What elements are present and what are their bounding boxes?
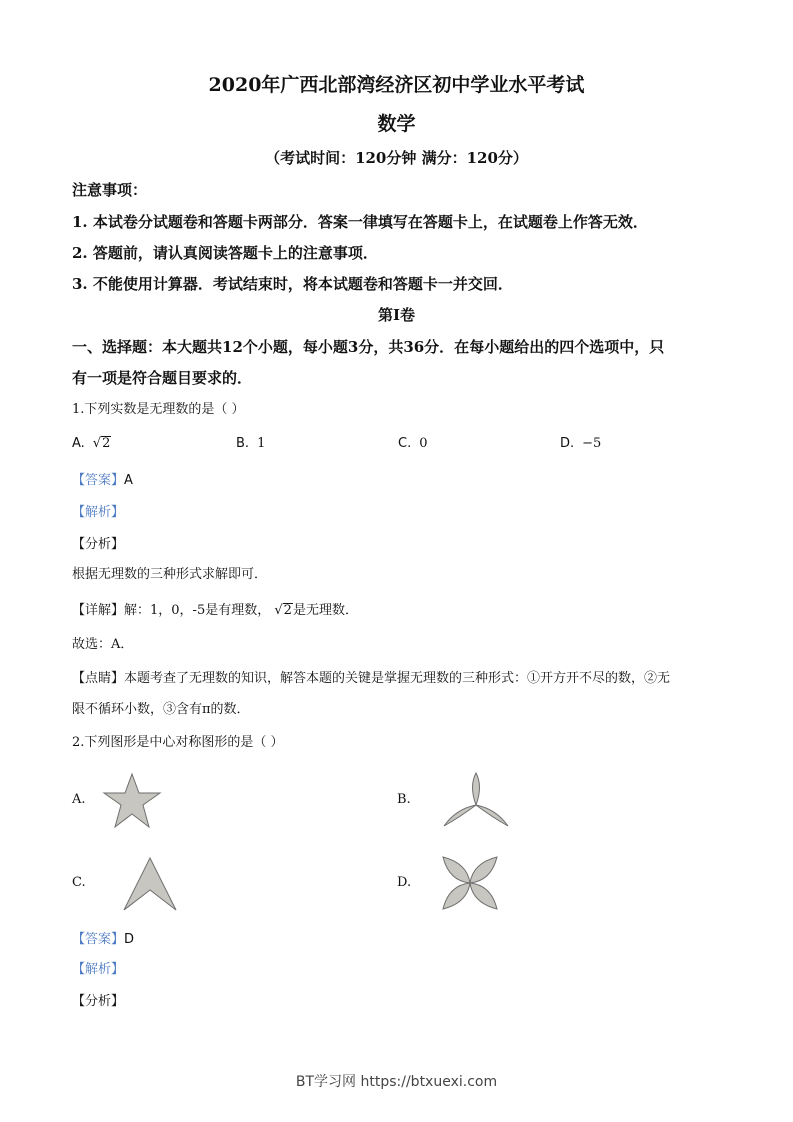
section-instructions-cont: 有一项是符合题目要求的．: [72, 369, 253, 387]
option-value: 2: [102, 436, 111, 451]
sqrt-value: 2: [283, 603, 292, 618]
q1-comment: [72, 669, 670, 689]
option-label: D.: [560, 436, 575, 451]
star-icon: [102, 772, 162, 830]
q2-answer: [72, 930, 134, 950]
option-value: 1: [257, 436, 266, 451]
answer-value: D: [124, 932, 135, 947]
q1-answer: [72, 471, 133, 491]
trefoil-icon: [442, 771, 510, 831]
q2-option-a-label: A.: [72, 792, 86, 807]
option-value: −5: [582, 436, 602, 451]
subject-title: 数学: [377, 113, 416, 135]
q1-analysis-tag: 【解析】: [72, 505, 125, 520]
q1-option-c: [398, 436, 428, 451]
question-1-stem: 1.下列实数是无理数的是（ ）: [72, 402, 245, 417]
notice-item: 3. 不能使用计算器．考试结束时，将本试题卷和答题卡一并交回．: [72, 275, 513, 293]
q2-fenxi-tag: 【分析】: [72, 994, 125, 1009]
comment-text: 本题考查了无理数的知识，解答本题的关键是掌握无理数的三种形式：①开方开不尽的数，②无: [124, 671, 671, 686]
answer-tag: 【答案】: [72, 932, 125, 947]
exam-info: （考试时间：120分钟 满分：120分）: [265, 149, 528, 167]
q1-choose: 故选：A．: [72, 637, 134, 652]
answer-tag: 【答案】: [72, 473, 125, 488]
question-2-stem: 2.下列图形是中心对称图形的是（ ）: [72, 735, 284, 750]
notice-item: 2. 答题前，请认真阅读答题卡上的注意事项．: [72, 244, 378, 262]
q1-option-a: A. √2: [72, 436, 111, 451]
q1-comment-cont: 限不循环小数，③含有π的数．: [72, 702, 250, 717]
q2-analysis-tag: 【解析】: [72, 962, 125, 977]
notice-item: 1. 本试卷分试题卷和答题卡两部分．答案一律填写在答题卡上，在试题卷上作答无效．: [72, 213, 648, 231]
q1-fenxi-text: 根据无理数的三种形式求解即可．: [72, 567, 268, 582]
q2-option-c-label: C.: [72, 875, 86, 890]
q2-option-d-label: D.: [397, 875, 412, 890]
q1-option-b: [236, 436, 265, 451]
q1-detail: 【详解】解：1，0，-5是有理数， √2是无理数．: [72, 603, 358, 618]
q1-fenxi-tag: 【分析】: [72, 537, 125, 552]
option-value: 0: [419, 436, 428, 451]
q2-option-b-label: B.: [397, 792, 411, 807]
detail-text: 解：1，0，-5是有理数，: [124, 603, 271, 618]
answer-value: A: [124, 473, 133, 488]
option-label: C.: [398, 436, 412, 451]
part-title: 第I卷: [377, 306, 416, 324]
notice-heading: 注意事项：: [72, 181, 148, 199]
exam-title: 2020年广西北部湾经济区初中学业水平考试: [208, 74, 585, 96]
option-label: A.: [72, 436, 85, 451]
four-leaf-icon: [441, 855, 499, 911]
comment-tag: 【点睛】: [72, 671, 125, 686]
detail-text: 是无理数．: [292, 603, 358, 618]
option-label: B.: [236, 436, 250, 451]
footer-watermark: BT学习网 https://btxuexi.com: [295, 1074, 498, 1090]
q1-option-d: [560, 436, 601, 451]
arrowhead-icon: [122, 856, 178, 912]
detail-tag: 【详解】: [72, 603, 125, 618]
section-instructions: 一、选择题：本大题共12个小题，每小题3分，共36分．在每小题给出的四个选项中，只: [72, 338, 665, 356]
